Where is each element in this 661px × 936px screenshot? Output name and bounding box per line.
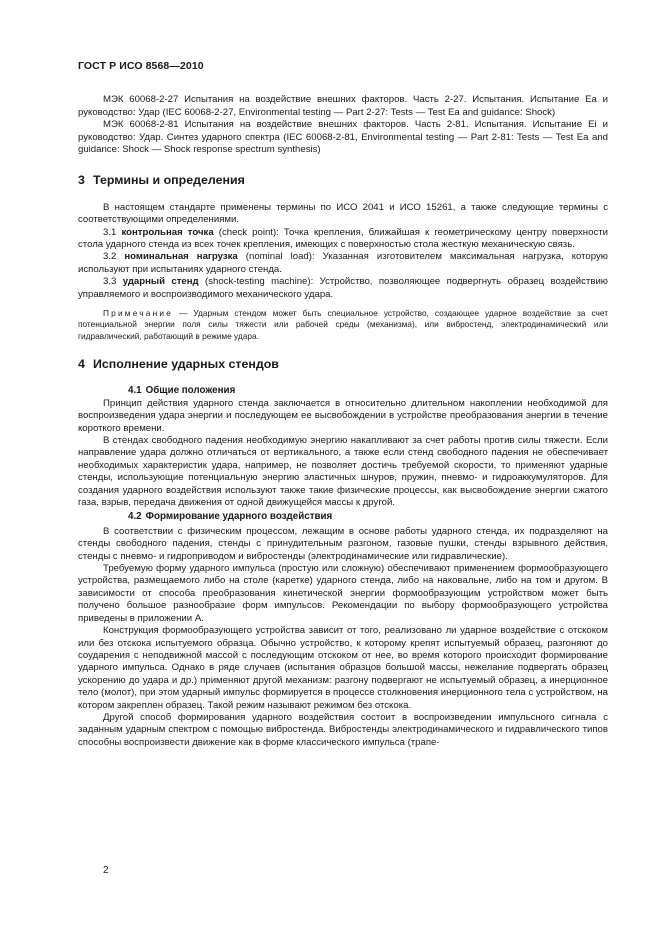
paragraph: В стендах свободного падения необходимую энергию накапливают за счет работы против силы тяжести. Если направление удара должно отличаться от вертикального, а также если стенд свободного падения не обеспечивает необходимых характеристик удара, например, не позволяет достичь требуемой скорости, то применяют ударные стенды, использующие потенциальную энергию эластичных шнуров, пружин, пневмо- и гидроаккумуляторов. Для создания ударного воздействия используют также такие физические процессы, как высвобождение энергии сжатого газа, взрыв, передача движения от одной движущейся массы к другой. (78, 435, 608, 509)
section-3-intro: В настоящем стандарте применены термины по ИСО 2041 и ИСО 15261, а также следующие термины с соответствующими определениями. (78, 201, 608, 226)
subsection-4-1-heading (78, 385, 608, 397)
page-number: 2 (103, 865, 109, 876)
paragraph: Требуемую форму ударного импульса (простую или сложную) обеспечивают применением формообразующего устройства, размещаемого либо на столе (каретке) ударного стенда, либо на наковальне, либо на том и другом. В зависимости от способа преобразования кинетической энергии формообразующим устройством может быть получено большое разнообразие форм импульсов. Рекомендации по выбору формообразующего устройства приведены в приложении А. (78, 563, 608, 624)
section-title: Исполнение ударных стендов (93, 356, 279, 371)
section-number: 4 (78, 356, 85, 371)
term-definition (78, 227, 608, 252)
subsection-title: Формирование ударного воздействия (145, 511, 333, 523)
subsection-number: 4.1 (128, 385, 142, 397)
section-title: Термины и определения (93, 173, 245, 188)
section-4-heading (78, 358, 608, 370)
subsection-number: 4.2 (128, 511, 142, 523)
paragraph: Принцип действия ударного стенда заключается в относительно длительном накоплении необходимой для воспроизведения удара энергии и последующем ее высвобождении в устройстве преобразования энергии в течение короткого времени. (78, 397, 608, 434)
term-name: контрольная точка (121, 226, 214, 238)
term-name: ударный стенд (122, 276, 199, 288)
subsection-title: Общие положения (145, 385, 236, 397)
note-label: Примечание (103, 308, 174, 319)
paragraph: Конструкция формообразующего устройства зависит от того, реализовано ли ударное воздействие с отскоком или без отскока испытуемого образца. Обычно устройство, к которому крепят испытуемый образец, разгоняют до соударения с неподвижной массой с последующим отскоком от нее, во время которого происходит формирование ударного импульса. Однако в ряде случаев (испытания образцов большой массы, нежелание подвергать образец ускорению до удара и др.) применяют другой механизм: разгону подвергают не испытуемый образец, а инерционное тело (молот), при этом ударный импульс формируется в процессе столкновения инерционного тела с устройством, на котором закреплен образец. Такой режим называют режимом без отскока. (78, 625, 608, 711)
document-header: ГОСТ Р ИСО 8568—2010 (78, 60, 204, 72)
term-definition (78, 276, 608, 301)
reference-item: МЭК 60068-2-81 Испытания на воздействие внешних факторов. Часть 2-81. Испытания. Испытание Ei и руководство: Удар. Синтез ударного спектра (IEC 60068-2-81, Environmental testing — Part 2-81: Tests — Test Ea and guidance: Shock — Shock response spectrum synthesis) (78, 119, 608, 156)
term-number: 3.1 (103, 226, 117, 238)
term-definition (78, 251, 608, 276)
term-text: (nominal load): Указанная изготовителем максимальная нагрузка, которую используют при испытаниях ударного стенда. (78, 251, 608, 275)
term-number: 3.2 (103, 251, 117, 263)
paragraph: Другой способ формирования ударного воздействия состоит в воспроизведении импульсного сигнала с заданным ударным спектром с помощью вибростенда. Вибростенды электродинамического и гидравлического типов способны воспроизвести движение как в форме классического импульса (трапе- (78, 711, 608, 748)
note-text: — Ударным стендом может быть специальное устройство, создающее ударное воздействие за счет потенциальной энергии поля силы тяжести или рабочей среды (механизма), или вибростенд, электродинамический или гидравлический, работающий в режиме удара. (78, 308, 608, 341)
section-number: 3 (78, 173, 85, 188)
references-list (78, 94, 608, 156)
section-3-heading (78, 174, 608, 186)
page-content (78, 60, 608, 749)
subsection-4-2-heading (78, 511, 608, 523)
paragraph: В соответствии с физическим процессом, лежащим в основе работы ударного стенда, их подразделяют на стенды свободного падения, стенды с принудительным разгоном, газовые пушки, стенды взрывного действия, стенды с пневмо- и гидроприводом и вибростенды (электродинамические или гидравлические). (78, 525, 608, 562)
term-text: (shock-testing machine): Устройство, позволяющее подвергнуть образец воздействию управляемого и воспроизводимого механического удара. (78, 276, 608, 300)
term-text: (check point): Точка крепления, ближайшая к геометрическому центру поверхности стола ударного стенда из всех точек крепления, имеющих с поверхностью стола жесткую механическую связь. (78, 226, 608, 251)
term-number: 3.3 (103, 276, 117, 288)
note (78, 308, 608, 342)
reference-item: МЭК 60068-2-27 Испытания на воздействие внешних факторов. Часть 2-27. Испытания. Испытание Ea и руководство: Удар (IEC 60068-2-27, Environmental testing — Part 2-27: Tests — Test Ea and guidance: Shock) (78, 94, 608, 118)
term-name: номинальная нагрузка (124, 251, 238, 263)
